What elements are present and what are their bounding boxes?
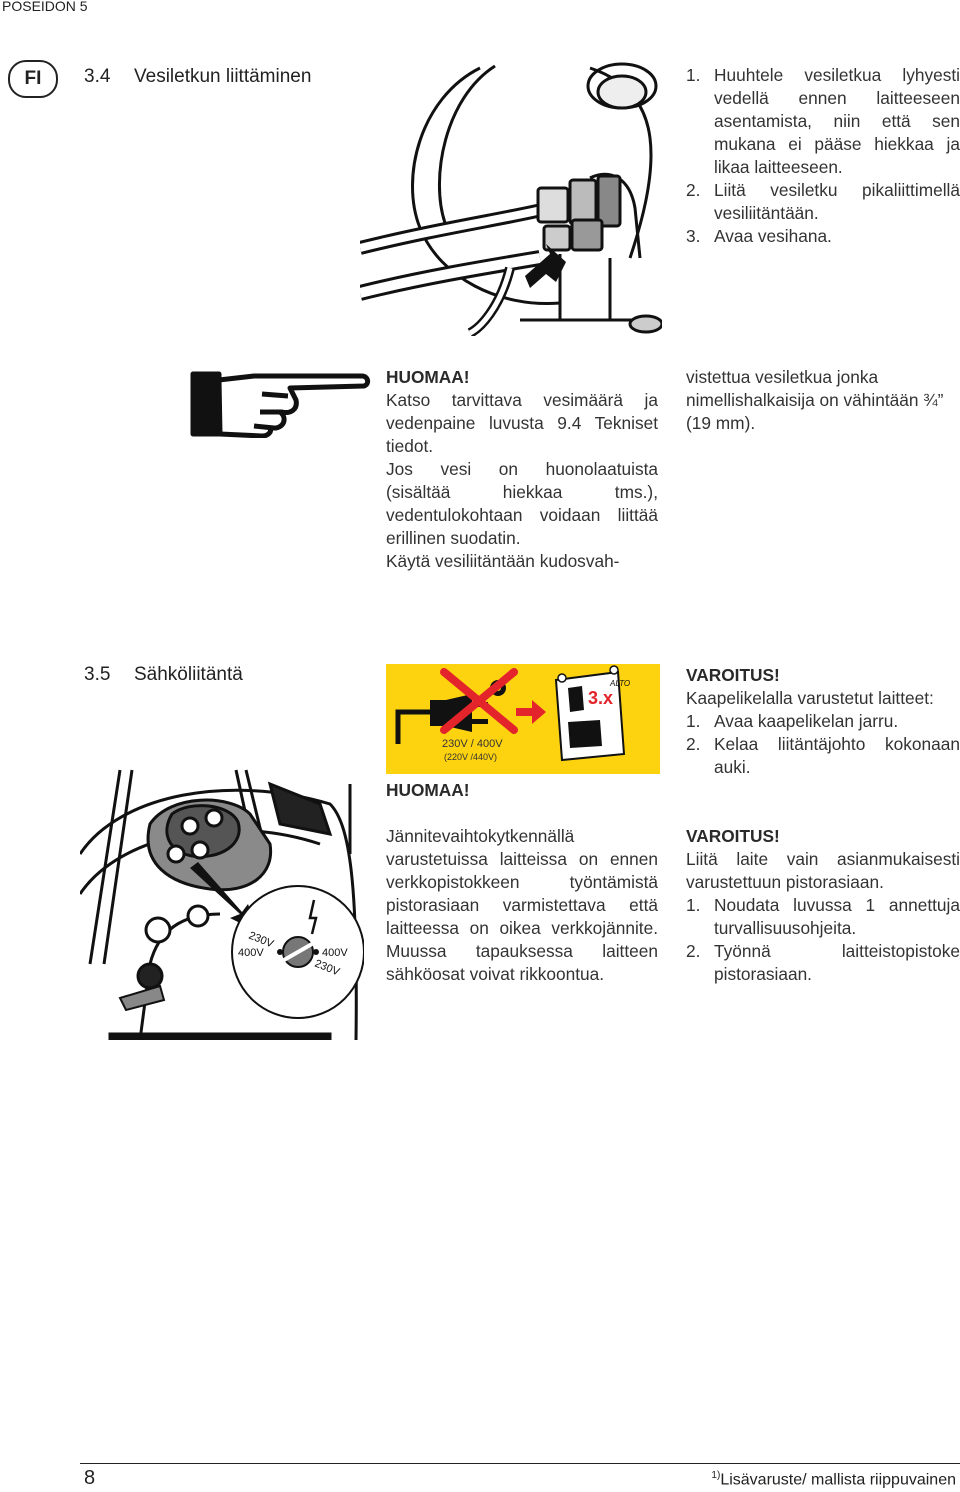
list-item: 1. Huuhtele vesiletkua lyhyesti vedellä ennen laitteeseen asentamista, niin että sen mukana ei pääse hiekkaa ja likaa laitteeseen. (686, 65, 960, 177)
voltage-label: 230V / 400V (442, 738, 503, 750)
dial-label-230v-right: 230V (312, 957, 342, 979)
list-item: 2. Työnnä laitteistopistoke pistorasiaan. (686, 941, 960, 984)
list-item: 2. Kelaa liitäntäjohto kokonaan auki. (686, 734, 960, 777)
section-number: 3.5 (84, 664, 111, 685)
footnote-mark: 1) (711, 1470, 721, 1481)
voltage-warning-graphic (386, 664, 660, 774)
list-item: 1. Noudata luvussa 1 annettuja turvallisuusohjeita. (686, 895, 960, 938)
language-badge: FI (8, 60, 58, 98)
section-number: 3.4 (84, 66, 111, 87)
manual-badge: 3.x (588, 688, 614, 708)
list-item: 2. Liitä vesiletku pikaliittimellä vesiliitäntään. (686, 180, 960, 223)
section-3-4-heading (84, 66, 311, 88)
footnote (711, 1470, 956, 1489)
no-plug-icon (386, 664, 660, 774)
running-title: POSEIDON 5 (2, 0, 88, 14)
warning-cable-reel (686, 664, 960, 779)
section-title: Vesiletkun liittäminen (134, 66, 312, 87)
warning-heading: VAROITUS! (686, 826, 780, 846)
note-3-5 (386, 825, 658, 986)
page-number: 8 (84, 1467, 96, 1489)
section-3-5-heading (84, 664, 243, 686)
note-text: Jos vesi on huonolaatuista (sisältää hiekkaa tms.), vedentulokohtaan voidaan liittää erillinen suodatin. (386, 459, 658, 548)
note-heading: HUOMAA! (386, 367, 470, 387)
note-text: Käytä vesiliitäntään kudosvah- (386, 551, 620, 571)
warning-intro: Kaapelikelalla varustetut laitteet: (686, 688, 934, 708)
hose-connection-illustration (360, 58, 662, 336)
note-3-4-continuation: vistettua vesiletkua jonka nimellishalkaisija on vähintään ¾” (19 mm). (686, 367, 944, 433)
brand-logo: ALTO (610, 679, 631, 688)
warning-socket (686, 825, 960, 986)
warning-steps (686, 894, 960, 986)
voltage-switch-illustration (80, 764, 364, 1040)
note-text: Katso tarvittava vesimäärä ja vedenpaine luvusta 9.4 Tekniset tiedot. (386, 390, 658, 456)
dial-label-400v-left: 400V (238, 947, 264, 959)
warning-steps (686, 710, 960, 779)
note-3-5-heading: HUOMAA! (386, 780, 470, 800)
footnote-text: Lisävaruste/ mallista riippuvainen (720, 1471, 956, 1489)
list-item: 1. Avaa kaapelikelan jarru. (686, 711, 899, 731)
dial-label-230v-left: 230V (246, 929, 276, 951)
section-title: Sähköliitäntä (134, 664, 243, 685)
warning-intro: Liitä laite vain asianmukaisesti varustettuun pistorasiaan. (686, 849, 960, 892)
note-text: Jännitevaihtokytkennällä varustetuissa laitteissa on ennen verkkopistokkeen työntämistä pistorasiaan varmistettava että laitteessa on oikea verkkojännite. Muussa tapauksessa laitteen sähköosat voivat rikkoontua. (386, 826, 658, 984)
section-3-4-steps (686, 64, 960, 248)
note-3-4 (386, 366, 658, 573)
footer-divider (80, 1463, 960, 1464)
pointing-hand-icon (190, 370, 372, 438)
voltage-sublabel: (220V /440V) (444, 752, 498, 762)
list-item: 3. Avaa vesihana. (686, 226, 832, 246)
warning-heading: VAROITUS! (686, 665, 780, 685)
dial-label-400v-right: 400V (322, 947, 348, 959)
